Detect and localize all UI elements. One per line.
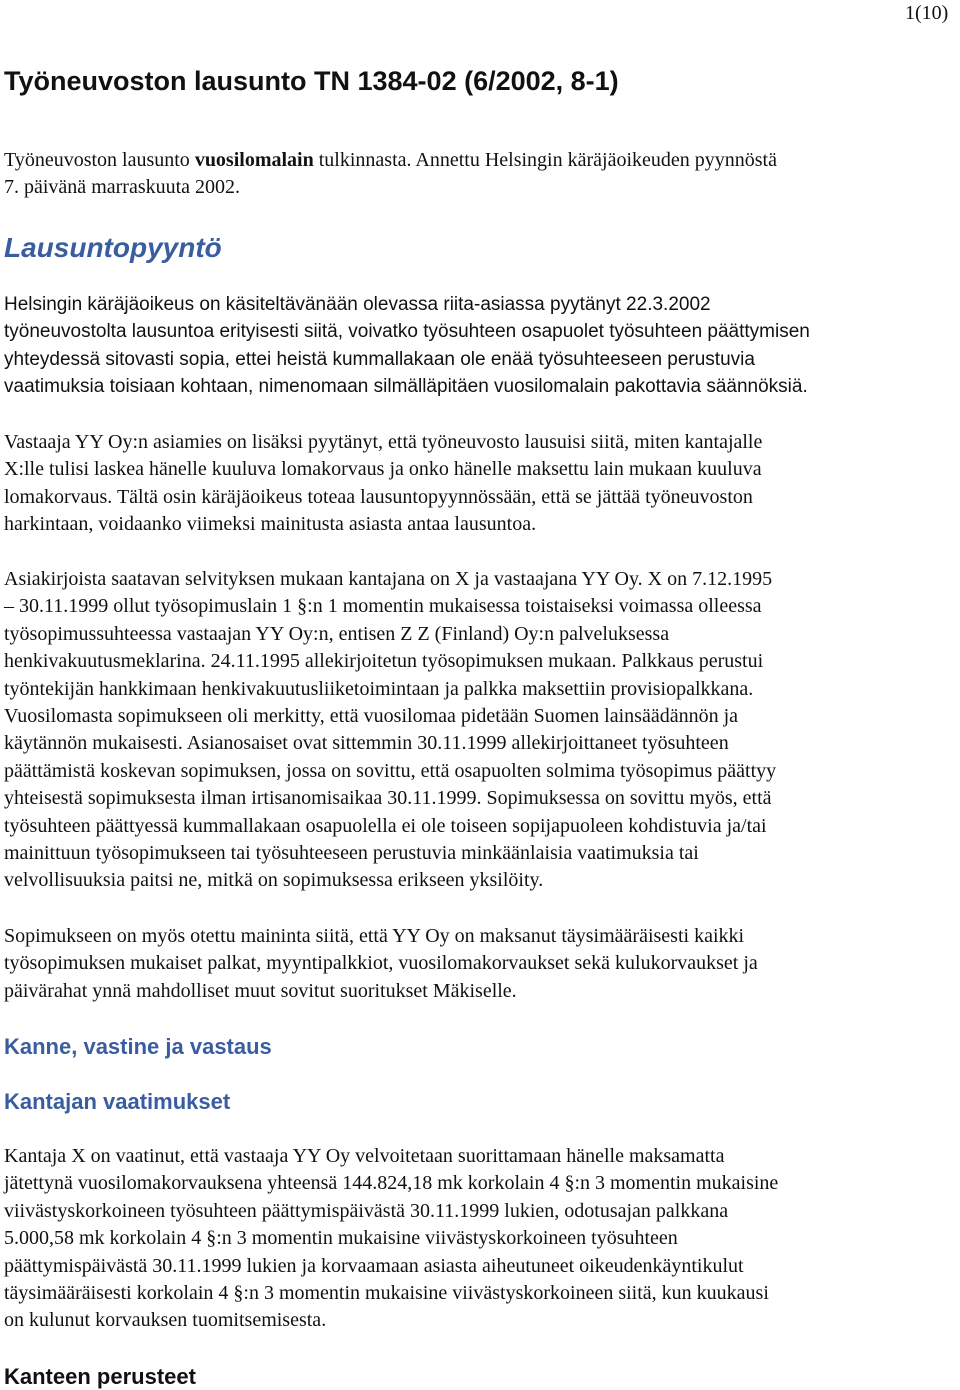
paragraph-defendant-request <box>4 429 954 539</box>
heading-kanne-vastine-vastaus: Kanne, vastine ja vastaus <box>4 1034 272 1059</box>
text-line: päivärahat ynnä mahdolliset muut sovitut suoritukset Mäkiselle. <box>4 979 517 1002</box>
text-line: työsopimussuhteessa vastaajan YY Oy:n, entisen Z Z (Finland) Oy:n palveluksessa <box>4 622 670 645</box>
text-line: työsopimuksen mukaiset palkat, myyntipalkkiot, vuosilomakorvaukset sekä kulukorvaukset ja <box>4 952 758 975</box>
text-line: työsuhteen päättyessä kummallakaan osapuolella ei ole toiseen sopijapuoleen kohdistuvia ja/tai <box>4 814 767 837</box>
text-line: päättämistä koskevan sopimuksen, jossa on sovittu, että osapuolten solmima työsopimus päättyy <box>4 759 777 782</box>
intro-line-2: 7. päivänä marraskuuta 2002. <box>4 176 241 199</box>
text-line: työneuvostolta lausuntoa erityisesti siitä, voivatko työsuhteen osapuolet työsuhteen päättymisen <box>4 321 810 343</box>
text-line: Helsingin käräjäoikeus on käsiteltävänään olevassa riita-asiassa pyytänyt 22.3.2002 <box>4 294 711 315</box>
heading-lausuntopyynto: Lausuntopyyntö <box>4 232 222 263</box>
text-line: täysimääräisesti korkolain 4 §:n 3 momentin mukaisine viivästyskorkoineen siitä, kun kuukausi <box>4 1281 769 1304</box>
document-title: Työneuvoston lausunto TN 1384-02 (6/2002, 8-1) <box>4 66 619 96</box>
text-line: käytännön mukaisesti. Asianosaiset ovat sittemmin 30.11.1999 allekirjoittaneet työsuhteen <box>4 732 729 755</box>
text-line: viivästyskorkoineen työsuhteen päättymispäivästä 30.11.1999 lukien, odotusajan palkkana <box>4 1199 729 1222</box>
text-line: Kantaja X on vaatinut, että vastaaja YY Oy velvoitetaan suorittamaan hänelle maksamatta <box>4 1145 725 1167</box>
paragraph-claims <box>4 1143 954 1335</box>
text-line: vaatimuksia toisiaan kohtaan, nimenomaan silmälläpitäen vuosilomalain pakottavia säännöksiä. <box>4 376 808 398</box>
text-line: yhteydessä sitovasti sopia, ettei heistä kummallakaan ole enää työsuhteeseen perustuvia <box>4 348 755 370</box>
paragraph-agreement <box>4 923 954 1005</box>
text-line: X:lle tulisi laskea hänelle kuuluva lomakorvaus ja onko hänelle maksettu lain mukaan kuuluva <box>4 458 762 481</box>
text-line: – 30.11.1999 ollut työsopimuslain 1 §:n 1 momentin mukaisessa toistaiseksi voimassa olleessa <box>4 595 762 618</box>
text-line: lomakorvaus. Tältä osin käräjäoikeus toteaa lausuntopyynnössään, että se jättää työneuvoston <box>4 485 753 508</box>
text-line: on kulunut korvauksen tuomitsemisesta. <box>4 1309 327 1332</box>
text-line: työntekijän hankkimaan henkivakuutusliiketoimintaan ja palkka maksettiin provisiopalkkana. <box>4 677 754 700</box>
intro-paragraph <box>4 147 954 202</box>
intro-line-1: Työneuvoston lausunto vuosilomalain tulkinnasta. Annettu Helsingin käräjäoikeuden pyynnöstä <box>4 149 777 171</box>
text-line: Vastaaja YY Oy:n asiamies on lisäksi pyytänyt, että työneuvosto lausuisi siitä, miten kantajalle <box>4 431 763 453</box>
paragraph-facts <box>4 566 954 895</box>
text-line: Vuosilomasta sopimukseen oli merkitty, että vuosilomaa pidetään Suomen lainsäädännön ja <box>4 704 739 727</box>
heading-kantajan-vaatimukset: Kantajan vaatimukset <box>4 1089 231 1114</box>
text-line: henkivakuutusmeklarina. 24.11.1995 allekirjoitetun työsopimuksen mukaan. Palkkaus perustui <box>4 650 764 673</box>
text-line: harkintaan, voidaanko viimeksi mainitusta asiasta antaa lausuntoa. <box>4 513 537 536</box>
page-number: 1(10) <box>905 2 949 24</box>
text-line: yhteisestä sopimuksesta ilman irtisanomisaikaa 30.11.1999. Sopimuksessa on sovittu myös, että <box>4 787 772 810</box>
text-line: velvollisuuksia paitsi ne, mitkä on sopimuksessa erikseen yksilöity. <box>4 869 544 892</box>
text-line: Sopimukseen on myös otettu maininta siitä, että YY Oy on maksanut täysimääräisesti kaikki <box>4 925 745 947</box>
text-line: Asiakirjoista saatavan selvityksen mukaan kantajana on X ja vastaajana YY Oy. X on 7.12.1995 <box>4 568 773 590</box>
text-line: mainittuun työsopimukseen tai työsuhteeseen perustuvia minkäänlaisia vaatimuksia tai <box>4 841 699 864</box>
text-line: päättymispäivästä 30.11.1999 lukien ja korvaamaan asiasta aiheutuneet oikeudenkäyntikulut <box>4 1254 744 1277</box>
text-line: jätettynä vuosilomakorvauksena yhteensä 144.824,18 mk korkolain 4 §:n 3 momentin mukaisine <box>4 1172 779 1195</box>
paragraph-request <box>4 291 954 401</box>
heading-kanteen-perusteet: Kanteen perusteet <box>4 1364 196 1389</box>
text-line: 5.000,58 mk korkolain 4 §:n 3 momentin mukaisine viivästyskorkoineen työsuhteen <box>4 1227 678 1250</box>
